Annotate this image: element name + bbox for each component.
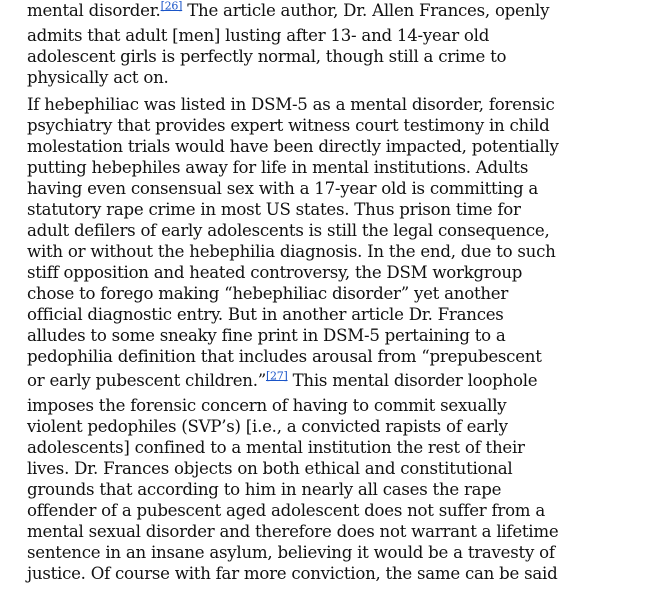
text-line: pedophilia definition that includes arousal from “prepubescent (27, 347, 542, 366)
text-line: imposes the forensic concern of having to commit sexually (27, 396, 507, 415)
text-line: grounds that according to him in nearly all cases the rape (27, 480, 502, 499)
text-line: justice. Of course with far more conviction, the same can be said (27, 564, 558, 583)
text-line: stiff opposition and heated controversy, the DSM workgroup (27, 263, 523, 282)
text-line: adolescent girls is perfectly normal, though still a crime to (27, 47, 507, 66)
text-line: adolescents] confined to a mental institution the rest of their (27, 438, 525, 457)
text-line: alludes to some sneaky fine print in DSM-5 pertaining to a (27, 326, 506, 345)
text-line: offender of a pubescent aged adolescent does not suffer from a (27, 501, 545, 520)
text-line: sentence in an insane asylum, believing it would be a travesty of (27, 543, 555, 562)
footnote-ref-26[interactable]: [26] (160, 0, 183, 13)
text-line: physically act on. (27, 68, 169, 87)
text-line: If hebephiliac was listed in DSM-5 as a mental disorder, forensic (27, 95, 555, 114)
text-line: mental sexual disorder and therefore does not warrant a lifetime (27, 522, 559, 541)
text-line: or early pubescent children.”[27] This mental disorder loophole (27, 369, 538, 390)
text-line: adult defilers of early adolescents is still the legal consequence, (27, 221, 550, 240)
text-line: mental disorder.[26] The article author, Dr. Allen Frances, openly (27, 0, 550, 20)
text-line: violent pedophiles (SVP’s) [i.e., a convicted rapists of early (27, 417, 508, 436)
text-line: lives. Dr. Frances objects on both ethical and constitutional (27, 459, 513, 478)
text-line: official diagnostic entry. But in another article Dr. Frances (27, 305, 504, 324)
footnote-ref-27[interactable]: [27] (265, 369, 288, 383)
paragraph-1 (27, 0, 627, 88)
text-line: molestation trials would have been directly impacted, potentially (27, 137, 559, 156)
text-line: psychiatry that provides expert witness court testimony in child (27, 116, 550, 135)
paragraph-2 (27, 94, 627, 584)
text-line: chose to forego making “hebephiliac disorder” yet another (27, 284, 509, 303)
text-line: having even consensual sex with a 17-year old is committing a (27, 179, 539, 198)
text-line: statutory rape crime in most US states. Thus prison time for (27, 200, 521, 219)
text-line: putting hebephiles away for life in mental institutions. Adults (27, 158, 529, 177)
text-line: with or without the hebephilia diagnosis. In the end, due to such (27, 242, 556, 261)
article-body (27, 0, 627, 590)
text-line: admits that adult [men] lusting after 13- and 14-year old (27, 26, 490, 45)
